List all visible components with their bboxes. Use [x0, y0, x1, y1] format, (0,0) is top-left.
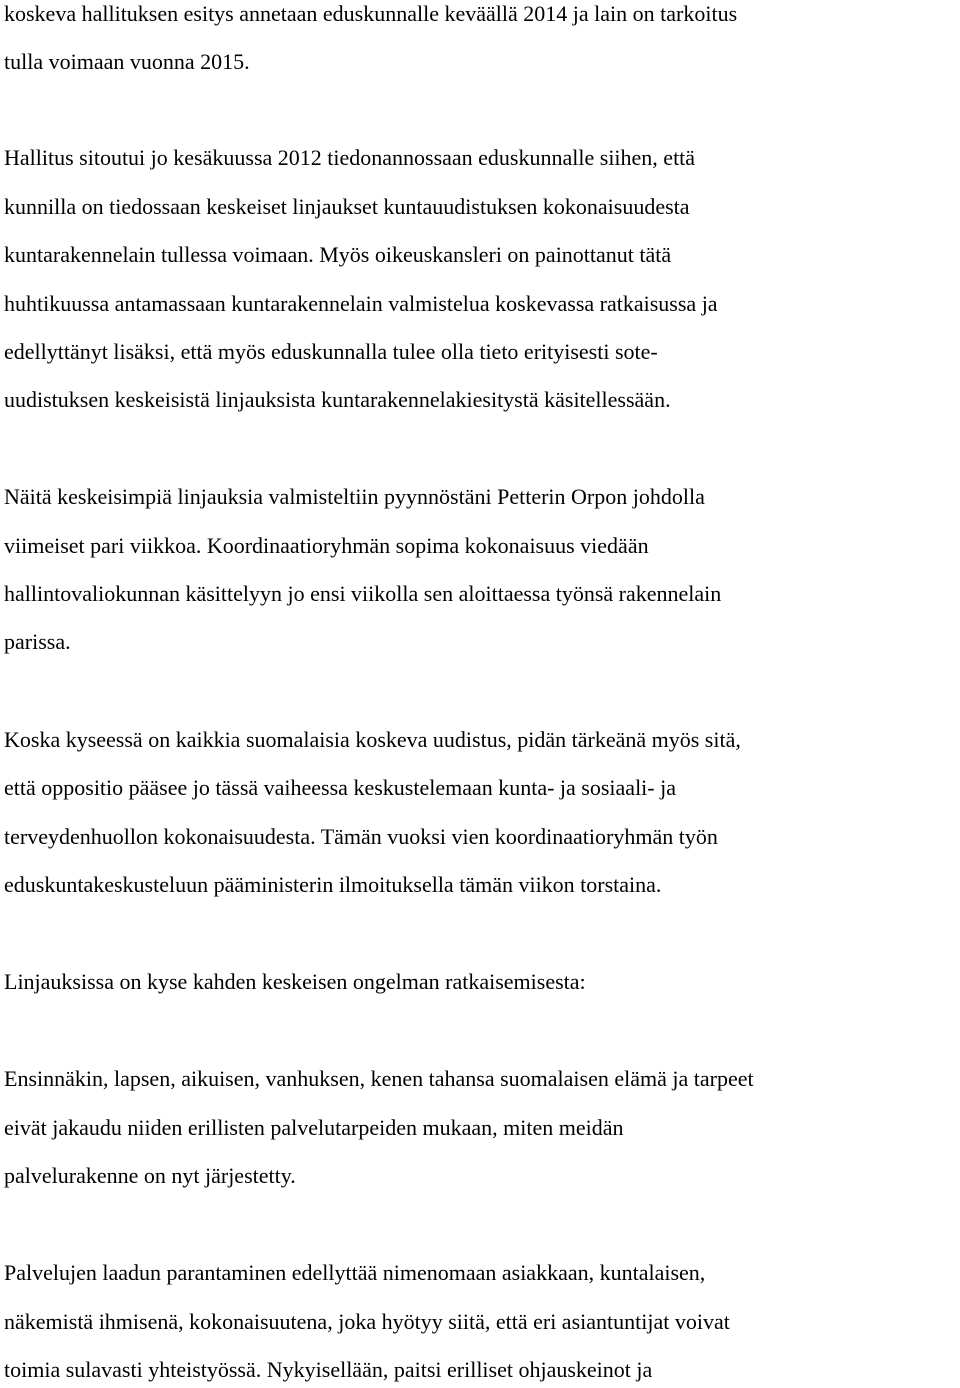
paragraph-1-line-2: tulla voimaan vuonna 2015.: [4, 49, 250, 74]
paragraph-6-line-3: palvelurakenne on nyt järjestetty.: [4, 1163, 296, 1188]
paragraph-7-line-2: näkemistä ihmisenä, kokonaisuutena, joka hyötyy siitä, että eri asiantuntijat voivat: [4, 1309, 730, 1334]
paragraph-4-line-4: eduskuntakeskusteluun pääministerin ilmoituksella tämän viikon torstaina.: [4, 872, 662, 897]
paragraph-4-line-1: Koska kyseessä on kaikkia suomalaisia koskeva uudistus, pidän tärkeänä myös sitä,: [4, 727, 741, 752]
paragraph-2-line-4: huhtikuussa antamassaan kuntarakennelain valmistelua koskevassa ratkaisussa ja: [4, 291, 718, 316]
paragraph-4-line-2: että oppositio pääsee jo tässä vaiheessa keskustelemaan kunta- ja sosiaali- ja: [4, 775, 676, 800]
paragraph-7-line-3: toimia sulavasti yhteistyössä. Nykyisellään, paitsi erilliset ohjauskeinot ja: [4, 1357, 653, 1382]
paragraph-2-line-3: kuntarakennelain tullessa voimaan. Myös oikeuskansleri on painottanut tätä: [4, 242, 672, 267]
paragraph-2-line-6: uudistuksen keskeisistä linjauksista kuntarakennelakiesitystä käsitellessään.: [4, 387, 671, 412]
paragraph-3-line-4: parissa.: [4, 629, 71, 654]
paragraph-1-line-1: koskeva hallituksen esitys annetaan eduskunnalle keväällä 2014 ja lain on tarkoitus: [4, 1, 738, 26]
paragraph-3-line-3: hallintovaliokunnan käsittelyyn jo ensi viikolla sen aloittaessa työnsä rakennelain: [4, 581, 722, 606]
paragraph-5-line-1: Linjauksissa on kyse kahden keskeisen ongelman ratkaisemisesta:: [4, 969, 586, 994]
paragraph-6-line-2: eivät jakaudu niiden erillisten palvelutarpeiden mukaan, miten meidän: [4, 1115, 624, 1140]
paragraph-6-line-1: Ensinnäkin, lapsen, aikuisen, vanhuksen, kenen tahansa suomalaisen elämä ja tarpeet: [4, 1066, 754, 1091]
paragraph-7-line-1: Palvelujen laadun parantaminen edellyttää nimenomaan asiakkaan, kuntalaisen,: [4, 1260, 706, 1285]
paragraph-2-line-2: kunnilla on tiedossaan keskeiset linjaukset kuntauudistuksen kokonaisuudesta: [4, 194, 690, 219]
paragraph-3-line-1: Näitä keskeisimpiä linjauksia valmisteltiin pyynnöstäni Petterin Orpon johdolla: [4, 484, 705, 509]
paragraph-2-line-5: edellyttänyt lisäksi, että myös eduskunnalla tulee olla tieto erityisesti sote-: [4, 339, 658, 364]
paragraph-3-line-2: viimeiset pari viikkoa. Koordinaatioryhmän sopima kokonaisuus viedään: [4, 533, 649, 558]
paragraph-4-line-3: terveydenhuollon kokonaisuudesta. Tämän vuoksi vien koordinaatioryhmän työn: [4, 824, 718, 849]
paragraph-2-line-1: Hallitus sitoutui jo kesäkuussa 2012 tiedonannossaan eduskunnalle siihen, että: [4, 145, 696, 170]
